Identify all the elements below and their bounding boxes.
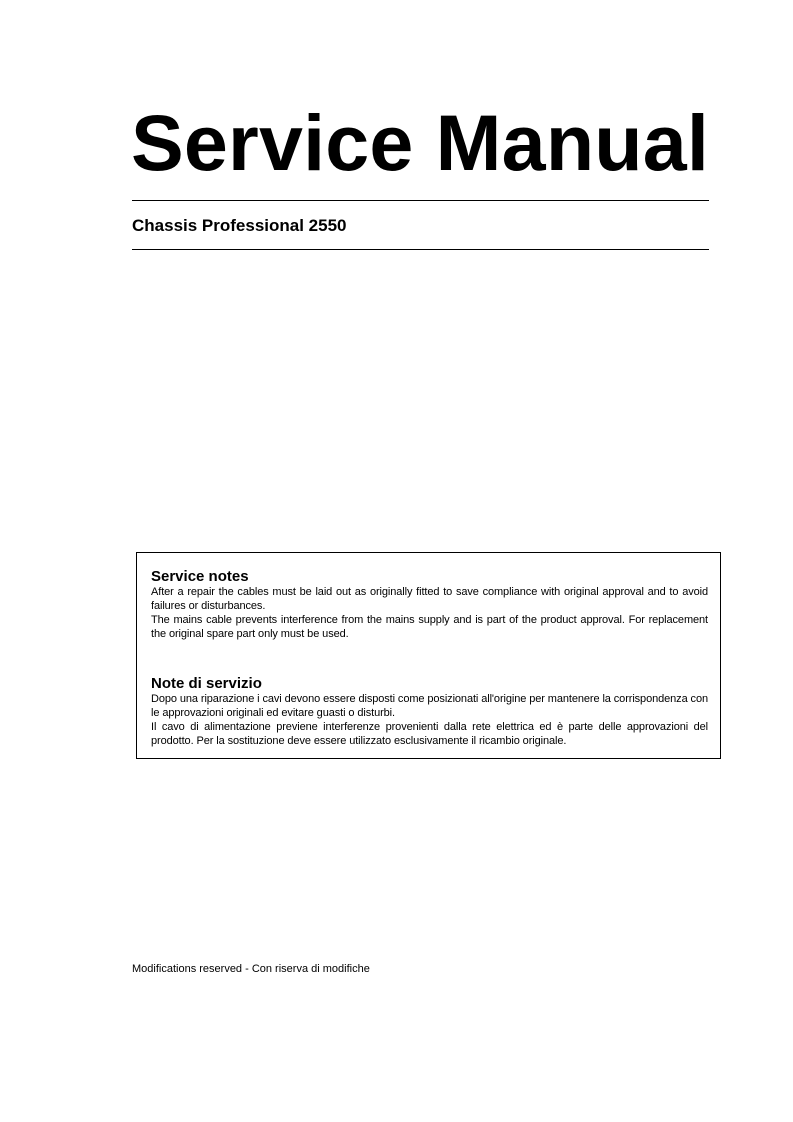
service-notes-english <box>151 568 708 641</box>
service-notes-paragraph: The mains cable prevents interference from the mains supply and is part of the product approval. For replacement the original spare part only must be used. <box>151 614 708 640</box>
note-di-servizio-paragraph: Il cavo di alimentazione previene interferenze provenienti dalla rete elettrica ed è parte delle approvazioni del prodotto. Per la sostituzione deve essere utilizzato esclusivamente il ricambio originale. <box>151 721 708 747</box>
note-di-servizio-paragraph: Dopo una riparazione i cavi devono essere disposti come posizionati all'origine per mantenere la corrispondenza con le approvazioni originali ed evitare guasti o disturbi. <box>151 693 708 719</box>
page-title: Service Manual <box>131 98 710 187</box>
note-di-servizio-heading: Note di servizio <box>151 675 262 692</box>
service-notes-italian <box>151 675 708 748</box>
service-notes-heading: Service notes <box>151 568 249 585</box>
chassis-subtitle: Chassis Professional 2550 <box>132 216 347 235</box>
service-notes-paragraph: After a repair the cables must be laid out as originally fitted to save compliance with original approval and to avoid failures or disturbances. <box>151 586 708 612</box>
service-notes-box <box>136 552 721 759</box>
title-divider <box>132 200 709 201</box>
subtitle-divider <box>132 249 709 250</box>
modifications-footer: Modifications reserved - Con riserva di modifiche <box>132 963 370 975</box>
